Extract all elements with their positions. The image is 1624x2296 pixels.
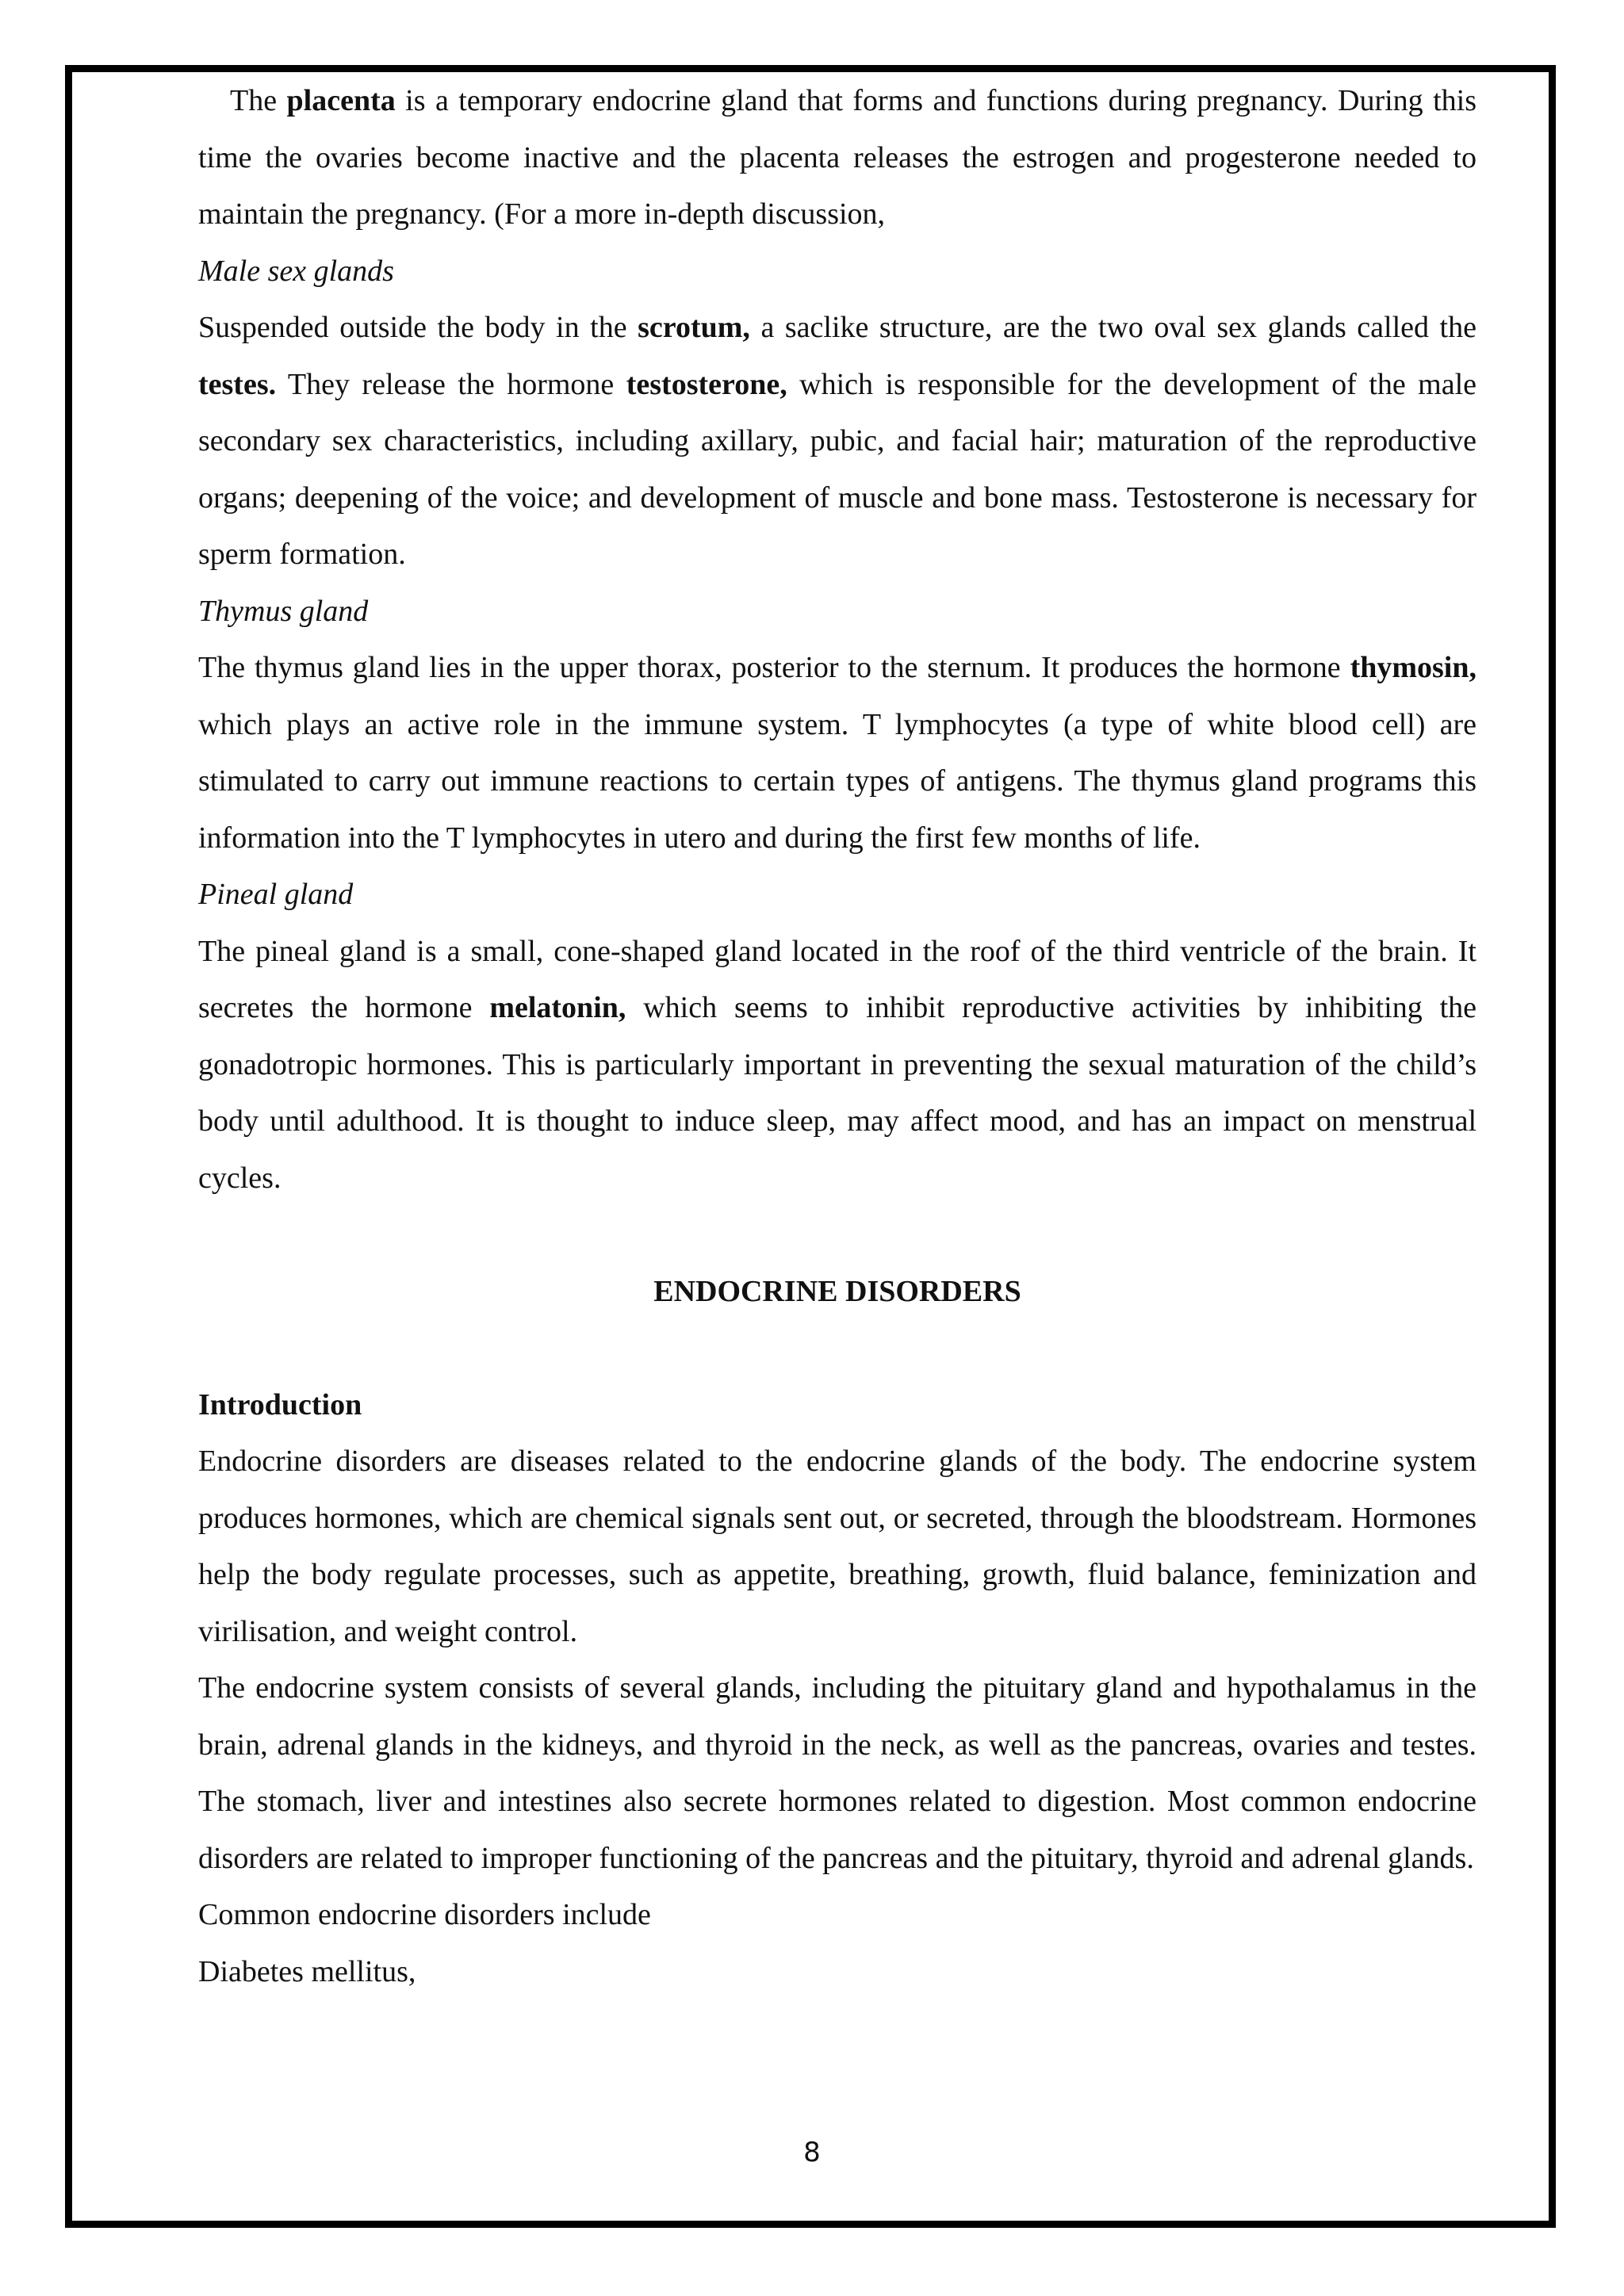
text-run: The pineal gland is a small, cone-shaped gland located in the roof of the third ventricle of the brain. It secretes the hormone [198,934,1477,1024]
text-run: which is responsible for the development of the male secondary sex characteristics, including axillary, pubic, and facial hair; maturation of the reproductive organs; deepening of the voice; and development of muscle and bone mass. Testosterone is necessary for sperm formation. [198,367,1477,571]
text-run: Suspended outside the body in the [198,311,638,344]
text-run: The thymus gland lies in the upper thorax, posterior to the sternum. It produces the hormone [198,651,1350,684]
bold-term: testes. [198,367,277,401]
text-run: which plays an active role in the immune system. T lymphocytes (a type of white blood cell) are stimulated to carry out immune reactions to certain types of antigens. The thymus gland programs this information into the T lymphocytes in utero and during the first few months of life. [198,707,1477,855]
intro-paragraph-1: Endocrine disorders are diseases related to the endocrine glands of the body. The endocrine system produces hormones, which are chemical signals sent out, or secreted, through the bloodstream. Hormones help the body regulate processes, such as appetite, breathing, growth, fluid balance, feminization and virilisation, and weight control. [198,1445,1477,1648]
introduction-heading: Introduction [198,1387,362,1422]
thymus-gland-paragraph [198,640,1477,867]
page-content [198,73,1477,2000]
text-run: which seems to inhibit reproductive activities by inhibiting the gonadotropic hormones. This is particularly important in preventing the sexual maturation of the child’s body until adulthood. It is thought to induce sleep, may affect mood, and has an impact on menstrual cycles. [198,991,1477,1195]
bold-term: thymosin, [1350,651,1477,684]
intro-paragraph-4: Diabetes mellitus, [198,1954,416,1988]
subheading-male-sex-glands: Male sex glands [198,254,394,288]
subheading-pineal-gland: Pineal gland [198,878,354,911]
subheading-thymus-gland: Thymus gland [198,594,369,628]
text-run: They release the hormone [276,367,626,401]
intro-paragraph-2: The endocrine system consists of several glands, including the pituitary gland and hypothalamus in the brain, adrenal glands in the kidneys, and thyroid in the neck, as well as the pancreas, ovaries and testes. The stomach, liver and intestines also secrete hormones related to digestion. Most common endocrine disorders are related to improper functioning of the pancreas and the pituitary, thyroid and adrenal glands. [198,1671,1477,1875]
bold-term: melatonin, [489,991,626,1024]
pineal-gland-paragraph [198,924,1477,1207]
placenta-paragraph [198,73,1477,243]
section-title: ENDOCRINE DISORDERS [653,1274,1021,1308]
text-run: a saclike structure, are the two oval sex glands called the [749,311,1477,344]
male-sex-glands-paragraph [198,300,1477,584]
intro-paragraph-3: Common endocrine disorders include [198,1898,651,1931]
bold-term: testosterone, [626,367,787,401]
page-number: 8 [803,2137,821,2168]
bold-term: placenta [286,84,396,117]
text-run: is a temporary endocrine gland that forms and functions during pregnancy. During this time the ovaries become inactive and the placenta releases the estrogen and progesterone needed to maintain the pregnancy. (For a more in-depth discussion, [198,84,1477,231]
text-run: The [230,84,287,117]
bold-term: scrotum, [638,311,750,344]
